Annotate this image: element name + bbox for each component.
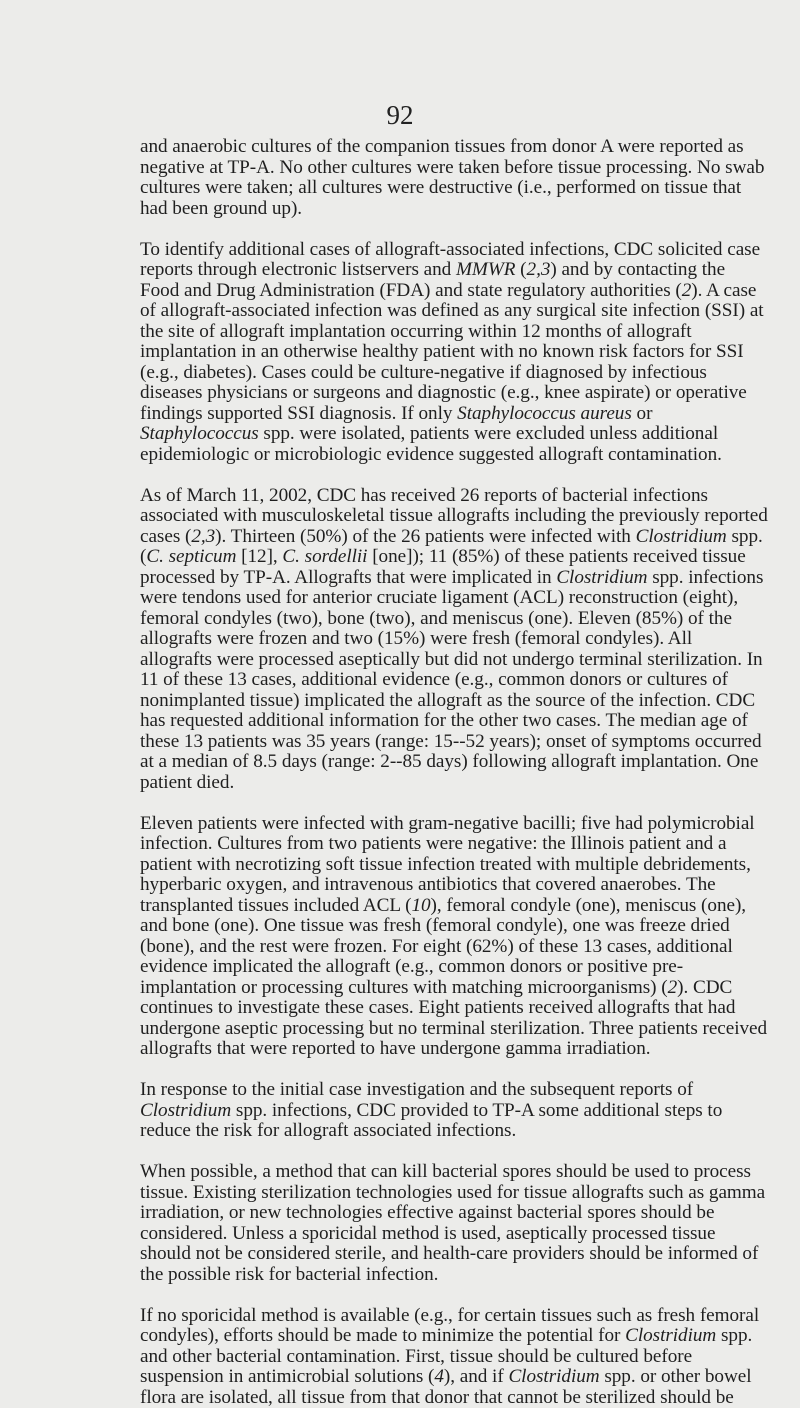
- text-run: ). CDC continues to investigate these cases. Eight patients received allografts that had undergone aseptic processing but no terminal sterilization. Three patients received allografts that were reported to have undergone gamma irradiation.: [140, 977, 767, 1060]
- italic-text: 4: [434, 1366, 444, 1387]
- text-run: In response to the initial case investigation and the subsequent reports of: [140, 1079, 693, 1100]
- text-run: [12],: [236, 546, 282, 567]
- text-run: spp. or other bowel flora are isolated, all tissue from that donor that cannot be sterilized should be: [140, 1366, 752, 1408]
- italic-text: 2,3: [527, 259, 551, 280]
- italic-text: Clostridium: [140, 1100, 231, 1121]
- text-run: If no sporicidal method is available (e.g., for certain tissues such as fresh femoral condyles), efforts should be made to minimize the potential for: [140, 1305, 759, 1347]
- body-text: [140, 137, 768, 1408]
- text-run: ). A case of allograft-associated infection was defined as any surgical site infection (SSI) at the site of allograft implantation occurring within 12 months of allograft implantation in an otherwise healthy patient with no known risk factors for SSI (e.g., diabetes). Cases could be culture-negative if diagnosed by infectious diseases physicians or surgeons and diagnostic (e.g., knee aspirate) or operative findings supported SSI diagnosis. If only: [140, 280, 764, 424]
- italic-text: Clostridium: [508, 1366, 599, 1387]
- text-run: As of March 11, 2002, CDC has received 26 reports of bacterial infections associated with musculoskeletal tissue allografts including the previously reported cases (: [140, 485, 768, 547]
- paragraph-1: [140, 137, 768, 219]
- text-run: ), femoral condyle (one), meniscus (one), and bone (one). One tissue was fresh (femoral condyle), one was freeze dried (bone), and the rest were frozen. For eight (62%) of these 13 cases, additional evidence implicated the allograft (e.g., common donors or positive pre-implantation or processing cultures with matching microorganisms) (: [140, 895, 746, 998]
- paragraph-5: [140, 1080, 768, 1142]
- text-run: spp. were isolated, patients were excluded unless additional epidemiologic or microbiologic evidence suggested allograft contamination.: [140, 423, 722, 465]
- text-run: Eleven patients were infected with gram-negative bacilli; five had polymicrobial infection. Cultures from two patients were negative: the Illinois patient and a patient with necrotizing soft tissue infection treated with multiple debridements, hyperbaric oxygen, and intravenous antibiotics that covered anaerobes. The transplanted tissues included ACL (: [140, 813, 755, 916]
- text-run: When possible, a method that can kill bacterial spores should be used to process tissue. Existing sterilization technologies used for tissue allografts such as gamma irradiation, or new technologies effective against bacterial spores should be considered. Unless a sporicidal method is used, aseptically processed tissue should not be considered sterile, and health-care providers should be informed of the possible risk for bacterial infection.: [140, 1161, 765, 1285]
- text-run: spp. infections, CDC provided to TP-A some additional steps to reduce the risk for allograft associated infections.: [140, 1100, 722, 1142]
- italic-text: C. septicum: [146, 546, 236, 567]
- italic-text: 2,3: [191, 526, 215, 547]
- text-run: (: [515, 259, 526, 280]
- italic-text: Clostridium: [556, 567, 647, 588]
- italic-text: Staphylococcus aureus: [457, 403, 632, 424]
- text-run: ), and if: [444, 1366, 509, 1387]
- text-run: ) and by contacting the Food and Drug Administration (FDA) and state regulatory authorities (: [140, 259, 725, 301]
- italic-text: 2: [668, 977, 678, 998]
- text-run: and anaerobic cultures of the companion tissues from donor A were reported as negative at TP-A. No other cultures were taken before tissue processing. No swab cultures were taken; all cultures were destructive (i.e., performed on tissue that had been ground up).: [140, 136, 764, 219]
- text-run: [one]); 11 (85%) of these patients received tissue processed by TP-A. Allografts that were implicated in: [140, 546, 746, 588]
- text-run: spp. and other bacterial contamination. First, tissue should be cultured before suspension in antimicrobial solutions (: [140, 1325, 752, 1387]
- italic-text: 2: [682, 280, 692, 301]
- italic-text: Clostridium: [625, 1325, 716, 1346]
- text-run: spp. infections were tendons used for anterior cruciate ligament (ACL) reconstruction (eight), femoral condyles (two), bone (two), and meniscus (one). Eleven (85%) of the allografts were frozen and two (15%) were fresh (femoral condyles). All allografts were processed aseptically but did not undergo terminal sterilization. In 11 of these 13 cases, additional evidence (e.g., common donors or cultures of nonimplanted tissue) implicated the allograft as the source of the infection. CDC has requested additional information for the other two cases. The median age of these 13 patients was 35 years (range: 15--52 years); onset of symptoms occurred at a median of 8.5 days (range: 2--85 days) following allograft implantation. One patient died.: [140, 567, 763, 793]
- text-run: or: [632, 403, 653, 424]
- italic-text: Staphylococcus: [140, 423, 259, 444]
- text-run: To identify additional cases of allograft-associated infections, CDC solicited case reports through electronic listservers and: [140, 239, 760, 281]
- italic-text: C. sordellii: [282, 546, 367, 567]
- paragraph-3: [140, 486, 768, 794]
- text-run: spp. (: [140, 526, 763, 568]
- paragraph-6: [140, 1162, 768, 1285]
- paragraph-2: [140, 240, 768, 466]
- italic-text: MMWR: [456, 259, 515, 280]
- page-number: 92: [0, 100, 800, 130]
- paragraph-7: [140, 1306, 768, 1408]
- paragraph-4: [140, 814, 768, 1060]
- italic-text: 10: [411, 895, 430, 916]
- italic-text: Clostridium: [636, 526, 727, 547]
- text-run: ). Thirteen (50%) of the 26 patients were infected with: [215, 526, 635, 547]
